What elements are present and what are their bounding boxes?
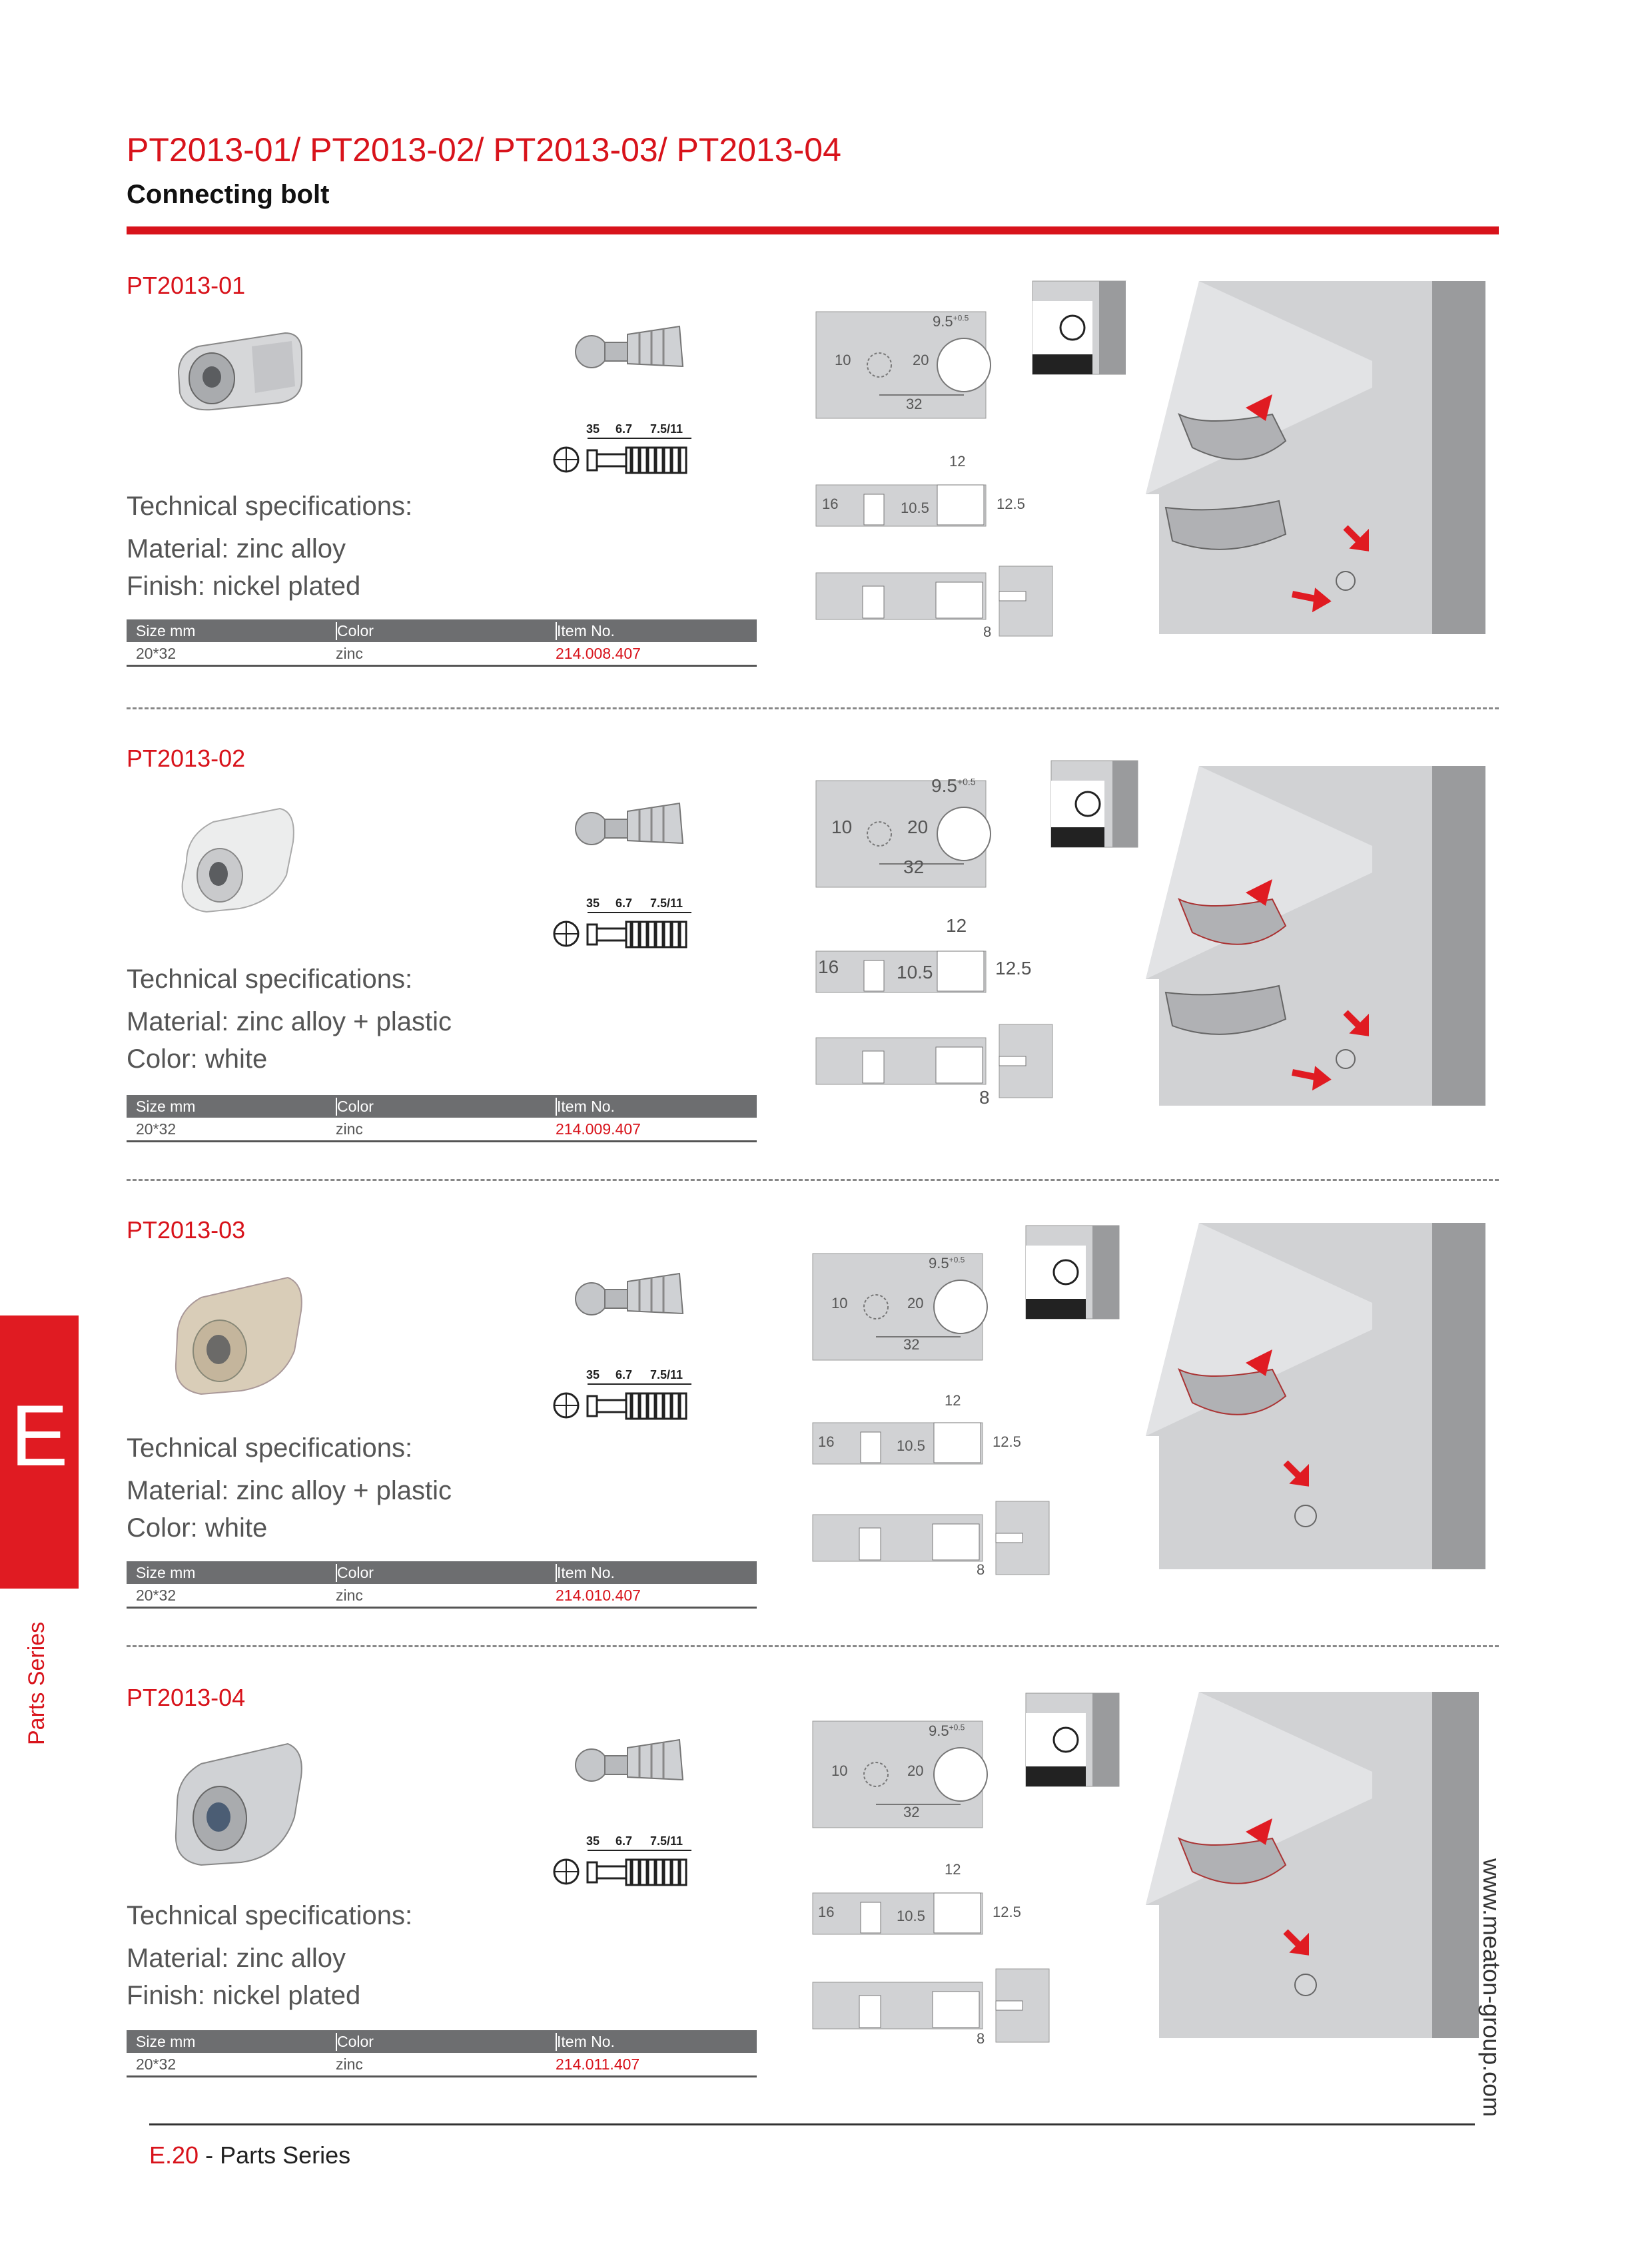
col-item: Item No.: [557, 622, 615, 639]
cell-item: 214.010.407: [556, 1587, 641, 1604]
drill-end-diagram: [813, 1969, 1052, 2042]
dim-32: 32: [903, 857, 925, 877]
dim-12: 12: [945, 1392, 961, 1409]
product-section-2: [0, 745, 1652, 1211]
dim-105: 10.5: [897, 962, 933, 982]
section-detail-diagram: [1032, 281, 1126, 374]
page-footer: [149, 2141, 350, 2169]
product-code: PT2013-02: [127, 745, 246, 772]
col-size: Size mm: [136, 622, 196, 639]
col-color: Color: [337, 622, 374, 639]
section-detail-diagram: [1051, 761, 1138, 847]
spec-color: Color: white: [127, 1044, 268, 1074]
section-divider: [127, 1179, 1499, 1181]
col-color: Color: [337, 1564, 374, 1581]
drill-end-diagram: [816, 1024, 1056, 1098]
bolt-drawing: [552, 1850, 705, 1890]
bolt-image: [573, 1267, 686, 1320]
page-title: PT2013-01/ PT2013-02/ PT2013-03/ PT2013-04: [127, 131, 841, 169]
dim-16: 16: [818, 1904, 835, 1920]
dim-125: 12.5: [993, 1433, 1021, 1450]
col-color: Color: [337, 2033, 374, 2050]
dim-20: 20: [913, 352, 929, 368]
table-header: [127, 619, 757, 642]
cell-item: 214.011.407: [556, 2055, 640, 2073]
dim-125: 12.5: [997, 496, 1025, 512]
cell-color: zinc: [336, 2055, 363, 2073]
spec-material: Material: zinc alloy + plastic: [127, 1007, 452, 1036]
spec-finish: Finish: nickel plated: [127, 571, 361, 601]
assembly-illustration: [1126, 766, 1499, 1106]
bolt-dim-75: 7.5/11: [650, 1368, 683, 1381]
section-letter: E: [10, 1387, 69, 1484]
spec-table: [127, 1561, 757, 1609]
bolt-dim-75: 7.5/11: [650, 1834, 683, 1848]
dim-95-value: 9.5: [931, 775, 957, 796]
table-header: [127, 2030, 757, 2053]
dim-95-value: 9.5: [929, 1255, 949, 1272]
table-header: [127, 1095, 757, 1118]
bolt-dim-67: 6.7: [616, 897, 633, 910]
bolt-dim-35: 35: [586, 1368, 600, 1381]
bolt-dim-75: 7.5/11: [650, 897, 683, 910]
col-item: Item No.: [557, 1098, 615, 1115]
dim-95: [933, 313, 969, 330]
dim-8: 8: [983, 623, 992, 640]
dim-10: 10: [831, 1762, 848, 1779]
spec-finish: Finish: nickel plated: [127, 1981, 361, 2010]
dim-8: 8: [979, 1087, 990, 1108]
dim-16: 16: [822, 496, 839, 512]
drill-end-diagram: [813, 1501, 1052, 1575]
cell-color: zinc: [336, 645, 363, 662]
product-code: PT2013-03: [127, 1216, 246, 1244]
bolt-dim-67: 6.7: [616, 1834, 633, 1848]
dim-tolerance: +0.5: [957, 776, 976, 787]
dim-32: 32: [903, 1336, 920, 1353]
bolt-drawing: [552, 1384, 705, 1424]
cell-item: 214.008.407: [556, 645, 641, 662]
section-detail-diagram: [1026, 1226, 1119, 1319]
dim-12: 12: [945, 1861, 961, 1878]
col-size: Size mm: [136, 1564, 196, 1581]
dim-105: 10.5: [897, 1437, 925, 1454]
cell-size: 20*32: [136, 1120, 177, 1138]
col-item: Item No.: [557, 1564, 615, 1581]
footer-separator: -: [199, 2141, 220, 2169]
bolt-dim-67: 6.7: [616, 422, 633, 436]
dim-32: 32: [906, 396, 923, 412]
product-section-4: [0, 1684, 1652, 2150]
dim-16: 16: [818, 956, 839, 977]
col-color: Color: [337, 1098, 374, 1115]
dim-tolerance: +0.5: [953, 313, 969, 323]
spec-heading: Technical specifications:: [127, 492, 413, 521]
col-size: Size mm: [136, 2033, 196, 2050]
dim-10: 10: [831, 1295, 848, 1311]
dim-105: 10.5: [901, 500, 929, 516]
dim-20: 20: [907, 1295, 924, 1311]
table-header: [127, 1561, 757, 1584]
bolt-drawing: [552, 438, 705, 478]
product-code: PT2013-04: [127, 1684, 246, 1711]
page-number: E.20: [149, 2141, 199, 2169]
cam-housing-image: [173, 802, 300, 915]
footer-label: Parts Series: [220, 2141, 351, 2169]
col-size: Size mm: [136, 1098, 196, 1115]
assembly-illustration: [1126, 1223, 1499, 1569]
dim-tolerance: +0.5: [949, 1722, 965, 1732]
dim-8: 8: [977, 2030, 985, 2047]
table-row: [127, 2053, 757, 2077]
bolt-image: [573, 797, 686, 850]
dim-16: 16: [818, 1433, 835, 1450]
page-subtitle: Connecting bolt: [127, 180, 330, 209]
side-label: Parts Series: [24, 1621, 49, 1745]
col-item: Item No.: [557, 2033, 615, 2050]
spec-heading: Technical specifications:: [127, 1433, 413, 1463]
cam-housing-image: [168, 1271, 308, 1397]
dim-10: 10: [835, 352, 851, 368]
cell-color: zinc: [336, 1120, 363, 1138]
dim-12: 12: [949, 453, 966, 470]
bolt-dim-75: 7.5/11: [650, 422, 683, 436]
header-rule: [127, 226, 1499, 234]
dim-20: 20: [907, 1762, 924, 1779]
spec-material: Material: zinc alloy: [127, 534, 346, 563]
section-divider: [127, 707, 1499, 709]
product-section-1: [0, 272, 1652, 738]
product-code: PT2013-01: [127, 272, 246, 299]
spec-table: [127, 2030, 757, 2077]
bolt-dim-35: 35: [586, 897, 600, 910]
dim-125: 12.5: [995, 958, 1032, 978]
website-url: www.meaton-group.com: [1478, 1858, 1505, 2117]
dim-125: 12.5: [993, 1904, 1021, 1920]
cell-size: 20*32: [136, 645, 177, 662]
assembly-illustration: [1126, 1692, 1485, 2038]
dim-105: 10.5: [897, 1908, 925, 1924]
spec-heading: Technical specifications:: [127, 1901, 413, 1930]
spec-material: Material: zinc alloy: [127, 1944, 346, 1973]
dim-95-value: 9.5: [933, 313, 953, 330]
cell-item: 214.009.407: [556, 1120, 641, 1138]
drill-end-diagram: [816, 566, 1056, 639]
dim-95-value: 9.5: [929, 1722, 949, 1739]
dim-10: 10: [831, 817, 853, 837]
spec-material: Material: zinc alloy + plastic: [127, 1476, 452, 1505]
bolt-dim-67: 6.7: [616, 1368, 633, 1381]
table-row: [127, 1118, 757, 1142]
dim-12: 12: [946, 915, 967, 936]
cell-size: 20*32: [136, 2055, 177, 2073]
dim-95: [929, 1722, 965, 1740]
bolt-dim-35: 35: [586, 422, 600, 436]
section-detail-diagram: [1026, 1693, 1119, 1786]
product-section-3: [0, 1216, 1652, 1682]
spec-color: Color: white: [127, 1513, 268, 1543]
bolt-dim-35: 35: [586, 1834, 600, 1848]
dim-8: 8: [977, 1561, 985, 1578]
dim-95: [931, 775, 976, 797]
section-divider: [127, 1645, 1499, 1647]
dim-20: 20: [907, 817, 929, 837]
spec-table: [127, 1095, 757, 1142]
dim-95: [929, 1255, 965, 1272]
bolt-image: [573, 320, 686, 373]
table-row: [127, 1584, 757, 1609]
dim-32: 32: [903, 1804, 920, 1820]
cell-size: 20*32: [136, 1587, 177, 1604]
bolt-drawing: [552, 913, 705, 952]
dim-tolerance: +0.5: [949, 1255, 965, 1265]
assembly-illustration: [1126, 281, 1499, 634]
cam-housing-image: [172, 326, 305, 413]
spec-heading: Technical specifications:: [127, 964, 413, 994]
bolt-image: [573, 1733, 686, 1786]
table-row: [127, 642, 757, 667]
footer-rule: [149, 2123, 1475, 2125]
spec-table: [127, 619, 757, 667]
cell-color: zinc: [336, 1587, 363, 1604]
cam-housing-image: [168, 1737, 308, 1870]
